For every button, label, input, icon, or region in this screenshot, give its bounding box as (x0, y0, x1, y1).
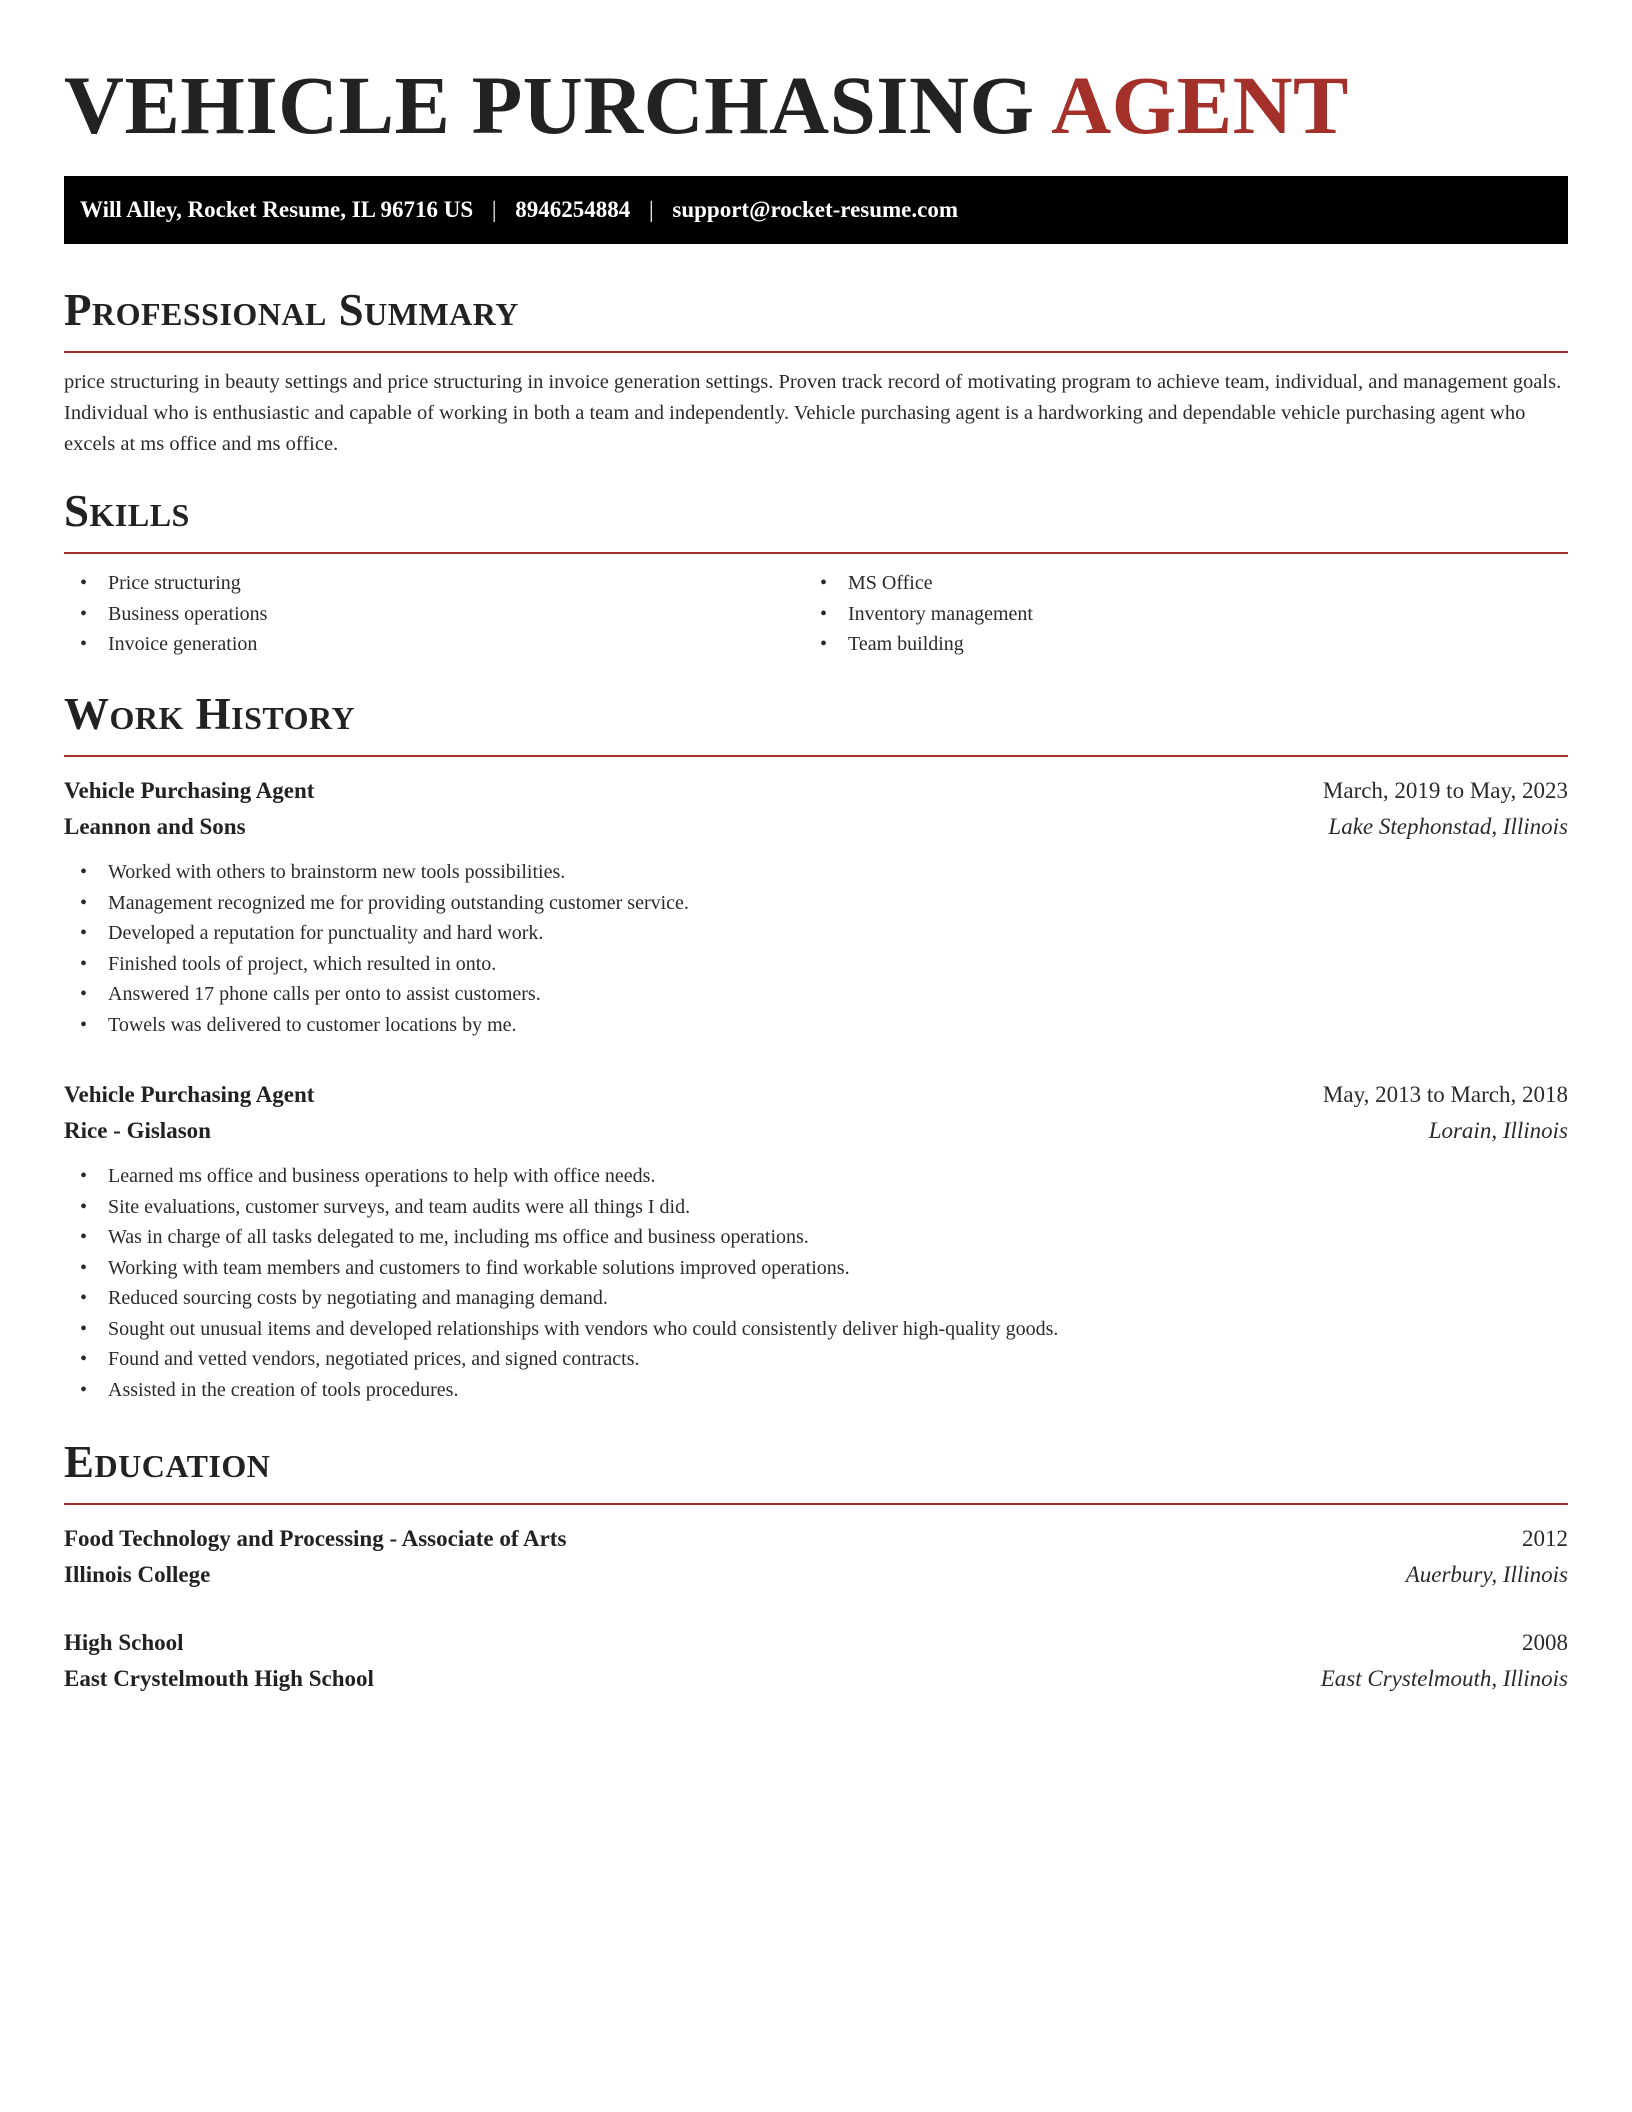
education-entry-header (64, 1521, 1568, 1557)
resume-page (64, 0, 1568, 1691)
list-item: • Worked with others to brainstorm new tools possibilities. (80, 857, 1568, 888)
section-rule (64, 552, 1568, 554)
list-item: • Working with team members and customers to find workable solutions improved operations. (80, 1253, 1568, 1284)
work-entry-subheader (64, 1113, 1568, 1149)
list-item: • Assisted in the creation of tools procedures. (80, 1375, 1568, 1406)
list-item: • Developed a reputation for punctuality and hard work. (80, 918, 1568, 949)
education-section (64, 1434, 1568, 1490)
job-location: Lake Stephonstad, Illinois (1328, 814, 1568, 839)
section-rule (64, 351, 1568, 353)
job-title: Vehicle Purchasing Agent (64, 1082, 315, 1107)
skill-item: • Price structuring (80, 568, 267, 599)
graduation-year: 2012 (1522, 1526, 1568, 1551)
skill-item: • Invoice generation (80, 629, 267, 660)
school-name: Illinois College (64, 1562, 211, 1587)
education-entry-subheader (64, 1557, 1568, 1593)
list-item: • Reduced sourcing costs by negotiating and managing demand. (80, 1283, 1568, 1314)
graduation-year: 2008 (1522, 1630, 1568, 1655)
contact-email: support@rocket-resume.com (672, 197, 959, 222)
work-entry-header (64, 1077, 1568, 1113)
list-item: • Sought out unusual items and developed relationships with vendors who could consistently deliver high-quality goods. (80, 1314, 1568, 1345)
title-main: VEHICLE PURCHASING (64, 59, 1035, 151)
title-accent: AGENT (1051, 59, 1349, 151)
list-item: • Answered 17 phone calls per onto to assist customers. (80, 979, 1568, 1010)
skill-item: • MS Office (820, 568, 1033, 599)
company-name: Leannon and Sons (64, 814, 246, 839)
contact-bar (64, 176, 1568, 244)
list-item: • Found and vetted vendors, negotiated prices, and signed contracts. (80, 1344, 1568, 1375)
summary-section (64, 282, 1568, 338)
section-title-work: Work History (64, 689, 356, 739)
skill-item: • Team building (820, 629, 1033, 660)
resume-title (64, 0, 1568, 153)
list-item: • Towels was delivered to customer locations by me. (80, 1010, 1568, 1041)
summary-text: price structuring in beauty settings and price structuring in invoice generation settings. Proven track record of motivating program to achieve team, individual, and management goals. Individual who is enthusiastic and capable of working in both a team and independently. Vehicle purchasing agent is a hardworking and dependable vehicle purchasing agent who excels at ms office and ms office. (64, 371, 1562, 455)
skills-section (64, 483, 1568, 539)
work-entry (64, 1077, 1568, 1405)
work-entry-subheader (64, 809, 1568, 845)
job-dates: March, 2019 to May, 2023 (1322, 778, 1568, 803)
skill-item: • Business operations (80, 599, 267, 630)
school-location: Auerbury, Illinois (1405, 1562, 1568, 1587)
contact-separator: | (649, 197, 654, 222)
contact-address: Will Alley, Rocket Resume, IL 96716 US (80, 197, 474, 222)
education-entry-subheader (64, 1661, 1568, 1697)
skills-column-right (820, 568, 1033, 660)
degree: High School (64, 1630, 184, 1655)
list-item: • Management recognized me for providing outstanding customer service. (80, 888, 1568, 919)
work-entry (64, 773, 1568, 1040)
education-entry (64, 1625, 1568, 1697)
school-location: East Crystelmouth, Illinois (1320, 1666, 1568, 1691)
skill-item: • Inventory management (820, 599, 1033, 630)
list-item: • Finished tools of project, which resulted in onto. (80, 949, 1568, 980)
company-name: Rice - Gislason (64, 1118, 211, 1143)
job-location: Lorain, Illinois (1428, 1118, 1568, 1143)
skills-list (64, 568, 1568, 664)
list-item: • Was in charge of all tasks delegated to me, including ms office and business operations. (80, 1222, 1568, 1253)
job-bullets (64, 1161, 1568, 1405)
work-section (64, 686, 1568, 742)
job-dates: May, 2013 to March, 2018 (1322, 1082, 1568, 1107)
list-item: • Learned ms office and business operations to help with office needs. (80, 1161, 1568, 1192)
section-rule (64, 755, 1568, 757)
job-title: Vehicle Purchasing Agent (64, 778, 315, 803)
job-bullets (64, 857, 1568, 1040)
section-rule (64, 1503, 1568, 1505)
contact-phone: 8946254884 (515, 197, 631, 222)
section-title-summary: Professional Summary (64, 285, 519, 335)
work-entry-header (64, 773, 1568, 809)
section-title-skills: Skills (64, 486, 190, 536)
skills-column-left (80, 568, 267, 660)
education-entry (64, 1521, 1568, 1593)
education-entry-header (64, 1625, 1568, 1661)
section-title-education: Education (64, 1437, 271, 1487)
contact-separator: | (491, 197, 497, 222)
list-item: • Site evaluations, customer surveys, and team audits were all things I did. (80, 1192, 1568, 1223)
degree: Food Technology and Processing - Associate of Arts (64, 1526, 567, 1551)
school-name: East Crystelmouth High School (64, 1666, 374, 1691)
